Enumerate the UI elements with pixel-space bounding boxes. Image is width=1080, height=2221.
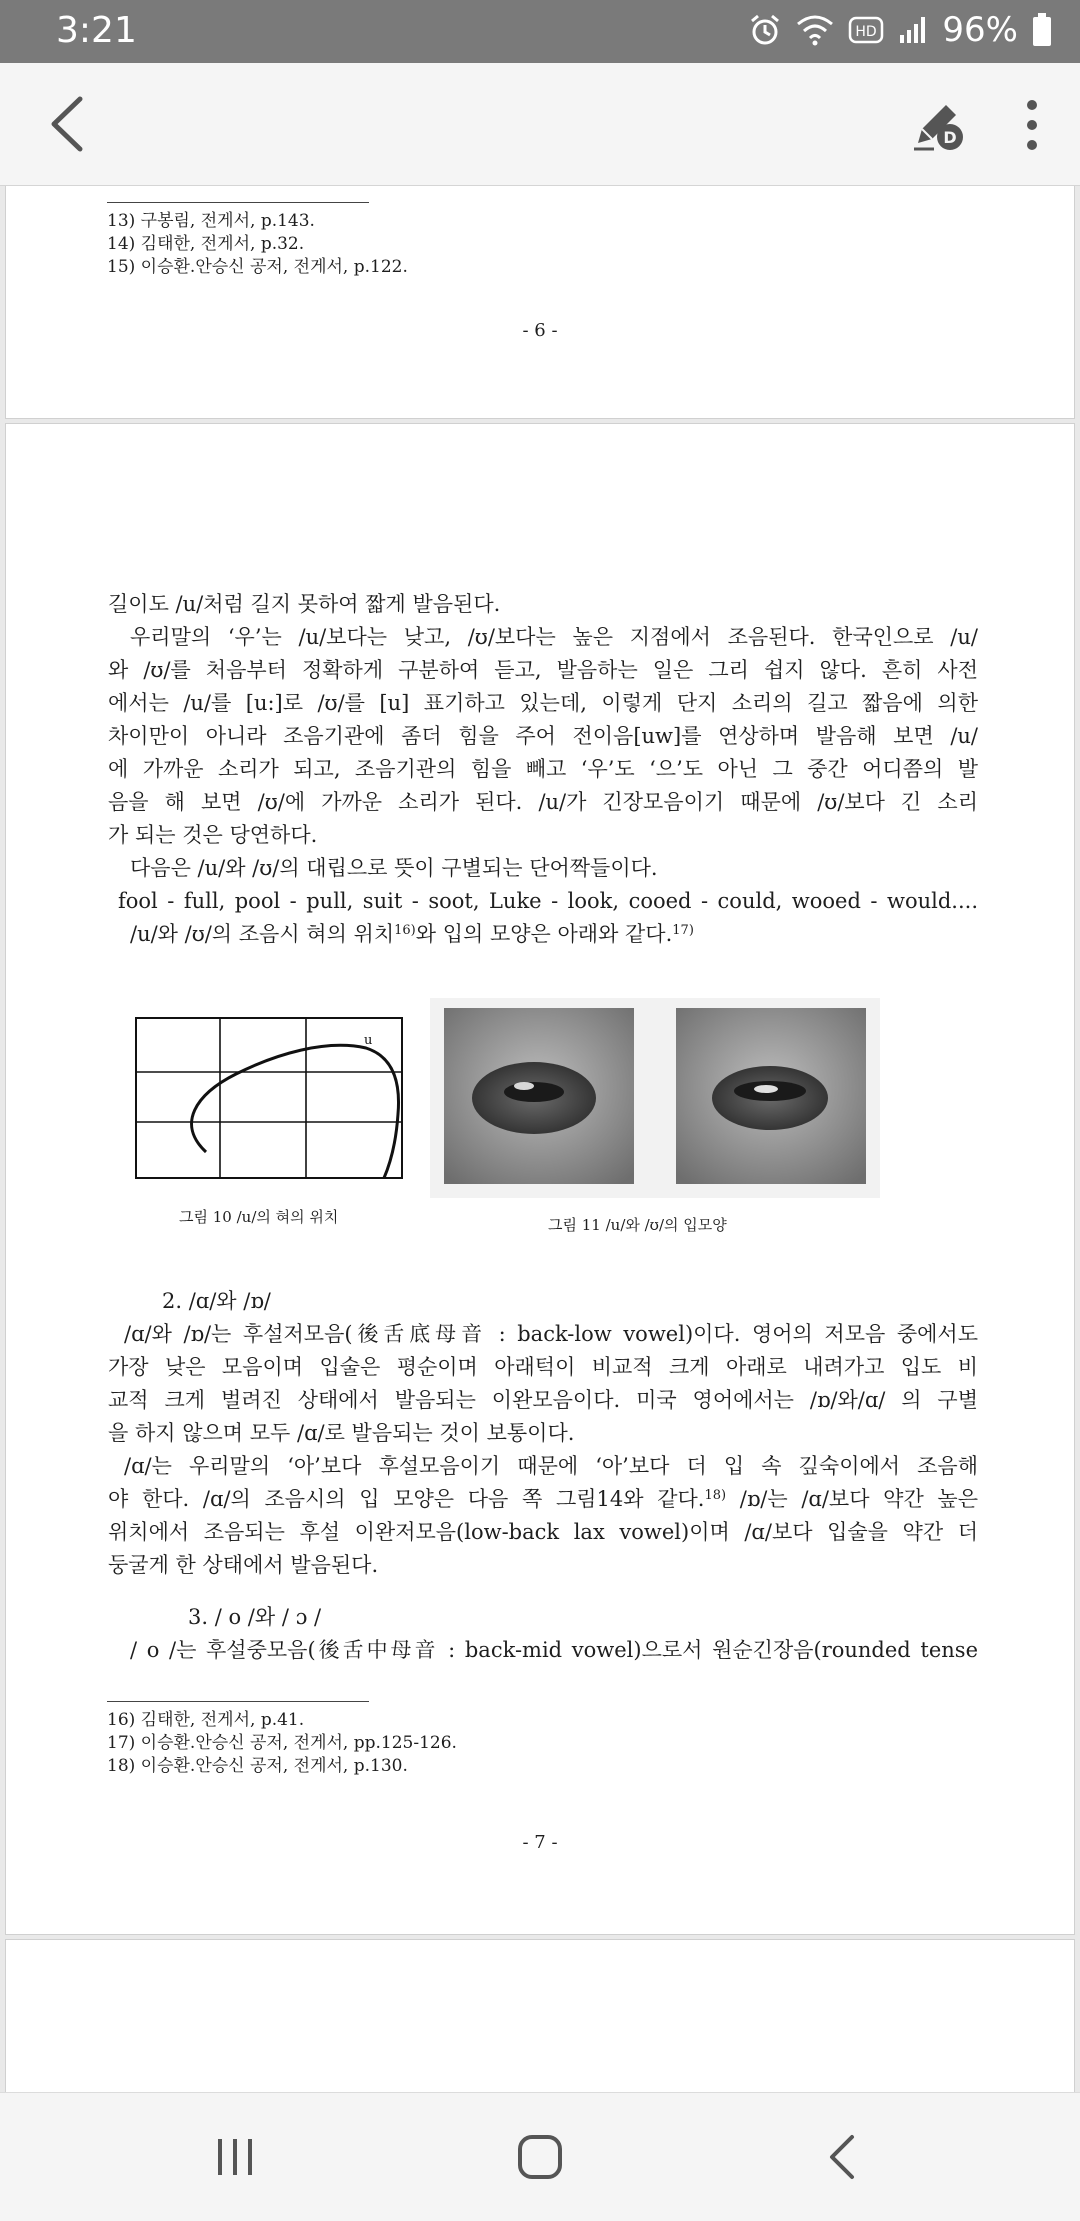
word-pairs-line: fool - full, pool - pull, suit - soot, Luke - look, cooed - could, wooed - would....: [118, 889, 978, 913]
footnote-rule: [107, 202, 369, 203]
figure-10-caption: 그림 10 /u/의 혀의 위치: [179, 1208, 339, 1226]
system-nav-bar: [0, 2092, 1080, 2221]
footnote-ref: 17): [672, 923, 694, 938]
paragraph-line: 가장 낮은 모음이며 입술은 평순이며 아래턱이 비교적 크게 아래로 내려가고 입도 비: [108, 1355, 978, 1379]
footnote: 16) 김태한, 전게서, p.41.: [107, 1710, 305, 1730]
text-run: /u/와 /ʊ/의 조음시 혀의 위치: [130, 922, 395, 946]
paragraph-line: 둥굴게 한 상태에서 발음된다.: [108, 1553, 379, 1577]
back-icon[interactable]: [808, 2125, 878, 2189]
paragraph-line: [108, 1483, 978, 1516]
svg-text:D: D: [943, 128, 957, 147]
paragraph-line: 교적 크게 벌려진 상태에서 발음되는 이완모음이다. 미국 영어에서는 /ɒ/와/ɑ/ 의 구별: [108, 1388, 978, 1412]
paragraph-line: 우리말의 ‘우’는 /u/보다는 낮고, /ʊ/보다는 높은 지점에서 조음된다. 한국인으로 /u/: [130, 625, 978, 649]
back-arrow-icon[interactable]: [40, 91, 100, 157]
text-run: 야 한다. /ɑ/의 조음시의 입 모양은 다음 쪽 그림14와 같다.: [108, 1487, 705, 1511]
body-text-block-2: [108, 1318, 978, 1582]
body-text-block-1: [108, 588, 978, 951]
home-icon[interactable]: [505, 2125, 575, 2189]
paragraph-line: /ɑ/와 /ɒ/는 후설저모음(後舌底母音 : back-low vowel)이다. 영어의 저모음 중에서도: [124, 1322, 978, 1346]
figure-11-caption: 그림 11 /u/와 /ʊ/의 입모양: [548, 1216, 727, 1234]
footnote-ref: 16): [394, 923, 416, 938]
footnote: 13) 구봉림, 전게서, p.143.: [107, 211, 315, 231]
document-viewer[interactable]: [0, 186, 1080, 2092]
paragraph-line: 에서는 /u/를 [u:]로 /ʊ/를 [u] 표기하고 있는데, 이렇게 단지 소리의 길고 짧음에 의한: [108, 691, 978, 715]
alarm-icon: [748, 13, 782, 47]
sign-pen-icon[interactable]: [908, 93, 972, 157]
battery-percent: 96%: [942, 10, 1018, 50]
paragraph: 길이도 /u/처럼 길지 못하여 짧게 발음된다.: [108, 592, 501, 616]
figure-11-lips: [430, 998, 880, 1198]
figure-10-tongue-diagram: [126, 1004, 416, 1184]
page-number: - 7 -: [522, 1832, 558, 1853]
paragraph-line: 와 /ʊ/를 처음부터 정확하게 구분하여 듣고, 발음하는 일은 그리 쉽지 않다. 흔히 사전: [108, 658, 978, 682]
document-page-7: [6, 424, 1074, 1934]
signal-icon: [898, 15, 928, 45]
footnote-rule: [107, 1701, 369, 1702]
paragraph-line: 차이만이 아니라 조음기관에 좀더 힘을 주어 전이음[uw]를 연상하며 발음해 보면 /u/: [108, 724, 978, 748]
recents-icon[interactable]: [200, 2125, 270, 2189]
footnote: 15) 이승환.안승신 공저, 전게서, p.122.: [107, 257, 408, 277]
wifi-icon: [796, 14, 834, 46]
status-icons: [748, 10, 1052, 50]
paragraph-line: 에 가까운 소리가 되고, 조음기관의 힘을 빼고 ‘우’도 ‘으’도 아닌 그 중간 어디쯤의 발: [108, 757, 978, 781]
body-text-block-3: [108, 1634, 978, 1667]
paragraph: 다음은 /u/와 /ʊ/의 대립으로 뜻이 구별되는 단어짝들이다.: [130, 856, 658, 880]
svg-text:HD: HD: [855, 24, 878, 40]
paragraph-line: 을 하지 않으며 모두 /ɑ/로 발음되는 것이 보통이다.: [108, 1421, 575, 1445]
status-bar: [0, 0, 1080, 63]
footnote: 18) 이승환.안승신 공저, 전게서, p.130.: [107, 1756, 408, 1776]
footnote-ref: 18): [704, 1488, 727, 1503]
footnote: 17) 이승환.안승신 공저, 전게서, pp.125-126.: [107, 1733, 457, 1753]
page-number: - 6 -: [522, 320, 558, 341]
app-bar: [0, 63, 1080, 186]
paragraph-line: /ɑ/는 우리말의 ‘아’보다 후설모음이기 때문에 ‘아’보다 더 입 속 깊숙이에서 조음해: [124, 1454, 978, 1478]
text-run: /ɒ/는 /ɑ/보다 약간 높은: [726, 1487, 979, 1511]
text-run: 와 입의 모양은 아래와 같다.: [415, 922, 673, 946]
battery-icon: [1032, 13, 1052, 47]
footnote: 14) 김태한, 전게서, p.32.: [107, 234, 305, 254]
status-time: 3:21: [56, 10, 137, 51]
document-page-6: [6, 186, 1074, 418]
document-page-8: [6, 1940, 1074, 2092]
paragraph-line: / o /는 후설중모음(後舌中母音 : back-mid vowel)으로서 원순긴장음(rounded tense: [130, 1638, 978, 1662]
hd-icon: [848, 15, 884, 45]
section-heading-2: 2. /ɑ/와 /ɒ/: [162, 1289, 271, 1313]
figure-10-label: u: [364, 1033, 373, 1048]
paragraph-line: 가 되는 것은 당연하다.: [108, 823, 318, 847]
paragraph: [108, 918, 978, 951]
more-vert-icon[interactable]: [1010, 93, 1054, 157]
section-heading-3: 3. / o /와 / ɔ /: [188, 1605, 322, 1629]
paragraph-line: 위치에서 조음되는 후설 이완저모음(low-back lax vowel)이며 /ɑ/보다 입술을 약간 더: [108, 1520, 978, 1544]
paragraph-line: 음을 해 보면 /ʊ/에 가까운 소리가 된다. /u/가 긴장모음이기 때문에 /ʊ/보다 긴 소리: [108, 790, 978, 814]
